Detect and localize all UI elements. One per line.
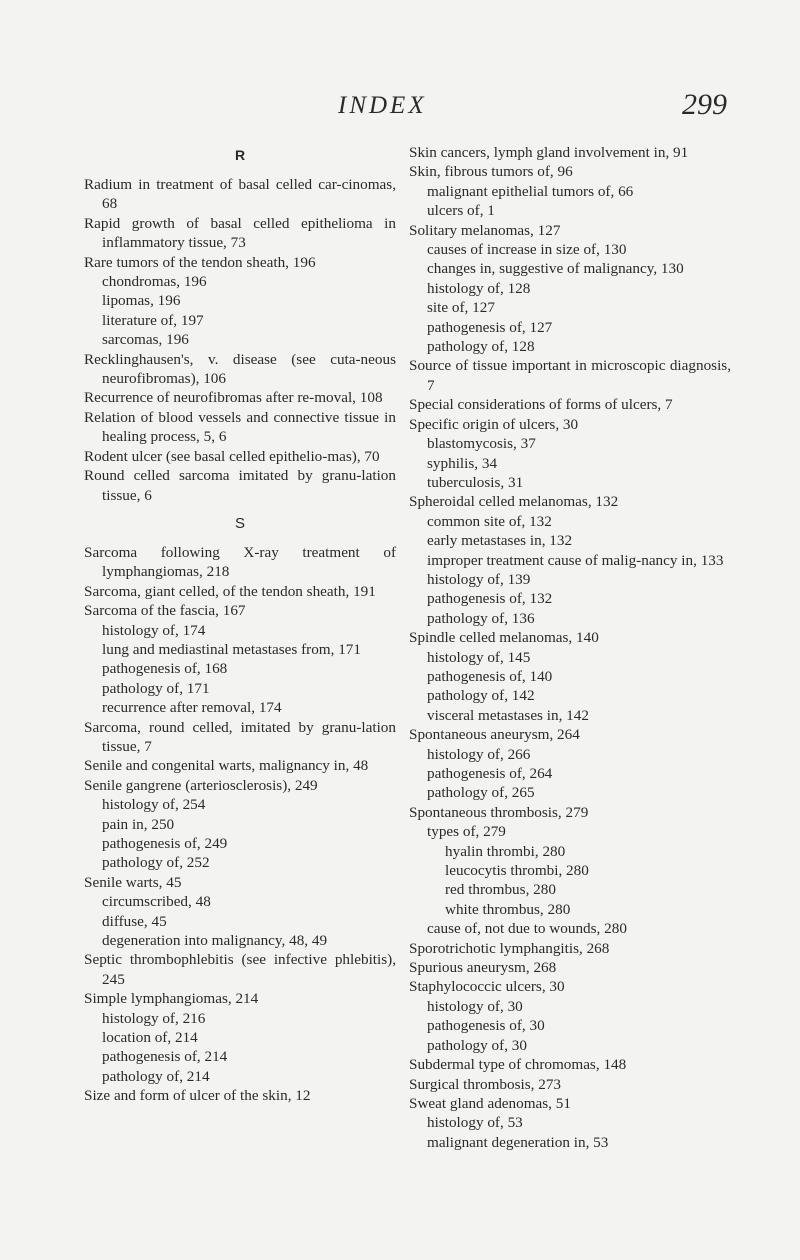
index-subentry: histology of, 128 xyxy=(427,279,531,297)
index-subentry: early metastases in, 132 xyxy=(427,532,573,550)
index-subentry: histology of, 30 xyxy=(427,997,523,1015)
index-entry: Senile and congenital warts, malignancy in, 48 xyxy=(84,757,369,775)
index-subentry: changes in, suggestive of malignancy, 130 xyxy=(427,260,684,278)
index-subentry: histology of, 53 xyxy=(427,1114,523,1132)
index-subentry: degeneration into malignancy, 48, 49 xyxy=(102,932,328,950)
index-subentry: pathology of, 252 xyxy=(102,854,210,872)
index-entry: Spurious aneurysm, 268 xyxy=(409,959,557,977)
index-subentry: pathology of, 142 xyxy=(427,687,535,705)
index-subentry: lipomas, 196 xyxy=(102,292,181,310)
index-subentry: pathology of, 128 xyxy=(427,338,535,356)
index-entry: Spontaneous thrombosis, 279 xyxy=(409,803,589,821)
index-entry: Radium in treatment of basal celled car-cinomas, 68 xyxy=(84,176,396,213)
index-subentry: white thrombus, 280 xyxy=(445,900,571,918)
index-subentry: improper treatment cause of malig-nancy in, 133 xyxy=(427,551,724,569)
index-entry: Sarcoma of the fascia, 167 xyxy=(84,602,246,620)
index-subentry: pathogenesis of, 214 xyxy=(102,1048,228,1066)
index-entry: Staphylococcic ulcers, 30 xyxy=(409,978,565,996)
running-head: INDEX xyxy=(338,92,427,119)
index-subentry: pathogenesis of, 168 xyxy=(102,660,228,678)
index-subentry: pathology of, 214 xyxy=(102,1067,210,1085)
index-subentry: pain in, 250 xyxy=(102,815,175,833)
index-entry: Septic thrombophlebitis (see infective phlebitis), 245 xyxy=(84,951,396,988)
index-entry: Sarcoma following X-ray treatment of lymphangiomas, 218 xyxy=(84,543,396,581)
index-entry: Sweat gland adenomas, 51 xyxy=(409,1094,571,1112)
index-list-s xyxy=(84,543,396,1106)
index-subentry: pathology of, 171 xyxy=(102,679,210,697)
index-subentry: location of, 214 xyxy=(102,1029,198,1047)
index-entry: Simple lymphangiomas, 214 xyxy=(84,990,259,1008)
index-subentry: cause of, not due to wounds, 280 xyxy=(427,920,627,938)
index-subentry: pathology of, 136 xyxy=(427,609,535,627)
index-entry: Recurrence of neurofibromas after re-moval, 108 xyxy=(84,389,383,407)
index-subentry: chondromas, 196 xyxy=(102,273,207,291)
index-entry: Spheroidal celled melanomas, 132 xyxy=(409,493,619,511)
index-list-right xyxy=(409,143,731,1152)
index-subentry: common site of, 132 xyxy=(427,512,552,530)
page-header xyxy=(0,88,800,132)
index-entry: Spindle celled melanomas, 140 xyxy=(409,629,599,647)
index-subentry: syphilis, 34 xyxy=(427,454,498,472)
index-subentry: lung and mediastinal metastases from, 171 xyxy=(102,640,361,658)
index-entry: Special considerations of forms of ulcers, 7 xyxy=(409,396,673,414)
index-subentry: histology of, 266 xyxy=(427,745,531,763)
index-subentry: visceral metastases in, 142 xyxy=(427,706,589,724)
section-letter-r: R xyxy=(234,147,246,163)
index-subentry: red thrombus, 280 xyxy=(445,881,556,899)
index-subentry: histology of, 145 xyxy=(427,648,531,666)
index-entry: Sporotrichotic lymphangitis, 268 xyxy=(409,939,610,957)
page-number: 299 xyxy=(682,88,727,121)
index-subentry: leucocytis thrombi, 280 xyxy=(445,862,589,880)
index-subentry: pathogenesis of, 140 xyxy=(427,667,553,685)
index-entry: Recklinghausen's, v. disease (see cuta-neous neurofibromas), 106 xyxy=(84,350,396,388)
index-subentry: pathogenesis of, 127 xyxy=(427,318,553,336)
index-entry: Skin cancers, lymph gland involvement in, 91 xyxy=(409,144,689,161)
index-subentry: ulcers of, 1 xyxy=(427,202,495,220)
index-entry: Spontaneous aneurysm, 264 xyxy=(409,726,580,744)
index-subentry: recurrence after removal, 174 xyxy=(102,699,282,717)
index-subentry: site of, 127 xyxy=(427,299,495,317)
index-subentry: histology of, 216 xyxy=(102,1009,206,1027)
index-subentry: blastomycosis, 37 xyxy=(427,435,536,453)
index-subentry: causes of increase in size of, 130 xyxy=(427,241,627,259)
index-subentry: histology of, 174 xyxy=(102,621,206,639)
index-entry: Sarcoma, round celled, imitated by granu-lation tissue, 7 xyxy=(84,718,396,755)
index-entry: Skin, fibrous tumors of, 96 xyxy=(409,163,573,181)
index-entry: Rodent ulcer (see basal celled epithelio-mas), 70 xyxy=(84,447,380,465)
index-subentry: literature of, 197 xyxy=(102,311,204,329)
index-entry: Source of tissue important in microscopic diagnosis, 7 xyxy=(409,357,731,394)
index-entry: Sarcoma, giant celled, of the tendon sheath, 191 xyxy=(84,582,376,600)
index-entry: Specific origin of ulcers, 30 xyxy=(409,415,579,433)
index-subentry: pathology of, 30 xyxy=(427,1036,527,1054)
left-column xyxy=(84,143,396,1106)
index-entry: Solitary melanomas, 127 xyxy=(409,221,561,239)
index-entry: Subdermal type of chromomas, 148 xyxy=(409,1056,627,1074)
index-subentry: types of, 279 xyxy=(427,823,506,841)
index-subentry: diffuse, 45 xyxy=(102,912,167,930)
index-list-r xyxy=(84,175,396,505)
index-entry: Size and form of ulcer of the skin, 12 xyxy=(84,1087,311,1105)
index-subentry: malignant epithelial tumors of, 66 xyxy=(427,182,634,200)
index-entry: Round celled sarcoma imitated by granu-lation tissue, 6 xyxy=(84,467,396,504)
index-subentry: pathogenesis of, 264 xyxy=(427,765,553,782)
index-entry: Surgical thrombosis, 273 xyxy=(409,1075,562,1093)
index-subentry: histology of, 139 xyxy=(427,570,531,588)
section-letter-s: S xyxy=(234,514,245,532)
index-entry: Relation of blood vessels and connective tissue in healing process, 5, 6 xyxy=(84,408,396,446)
index-subentry: sarcomas, 196 xyxy=(102,331,189,349)
index-entry: Rapid growth of basal celled epithelioma in inflammatory tissue, 73 xyxy=(84,214,396,252)
right-column xyxy=(409,143,731,1152)
index-subentry: pathogenesis of, 249 xyxy=(102,835,228,852)
index-entry: Senile gangrene (arteriosclerosis), 249 xyxy=(84,776,318,794)
index-subentry: pathology of, 265 xyxy=(427,784,535,802)
index-entry: Senile warts, 45 xyxy=(84,873,182,891)
index-subentry: pathogenesis of, 30 xyxy=(427,1017,545,1035)
index-subentry: circumscribed, 48 xyxy=(102,893,211,911)
index-subentry: malignant degeneration in, 53 xyxy=(427,1133,609,1151)
index-subentry: hyalin thrombi, 280 xyxy=(445,842,566,860)
index-subentry: pathogenesis of, 132 xyxy=(427,590,553,608)
index-subentry: histology of, 254 xyxy=(102,796,206,814)
index-subentry: tuberculosis, 31 xyxy=(427,473,524,491)
index-entry: Rare tumors of the tendon sheath, 196 xyxy=(84,253,316,271)
